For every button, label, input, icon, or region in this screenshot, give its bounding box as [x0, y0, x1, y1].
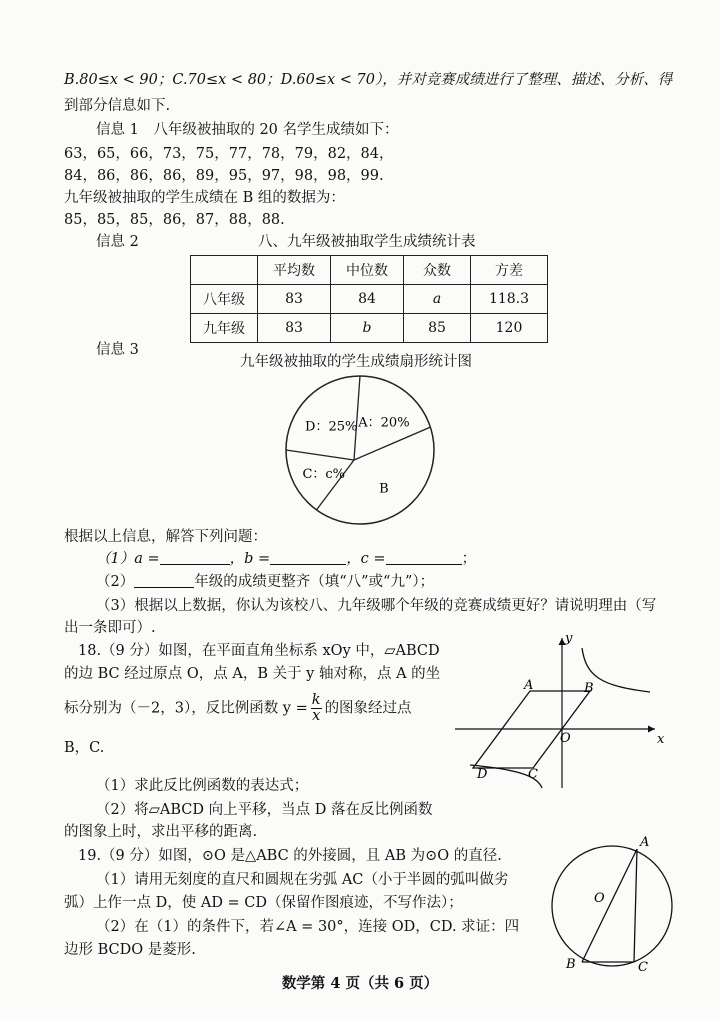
label-o: O	[594, 891, 605, 906]
grade9-b-intro: 九年级被抽取的学生成绩在 B 组的数据为：	[64, 190, 345, 206]
q1-a-label: （1）a =	[96, 551, 160, 567]
p18-q1: （1）求此反比例函数的表达式；	[96, 778, 309, 794]
info2-label: 信息 2	[96, 234, 139, 250]
p19-q2-line-2: 边形 BCDO 是菱形.	[64, 942, 196, 958]
table-header-cell	[191, 256, 258, 285]
circle-o	[552, 846, 672, 966]
table-header-row	[191, 256, 548, 285]
q3-line-2: 出一条即可）.	[64, 620, 156, 636]
label-d: D	[477, 767, 488, 782]
q1-c-blank[interactable]	[386, 549, 462, 565]
fraction-k-over-x	[311, 693, 322, 724]
q1-a-blank[interactable]	[160, 549, 230, 565]
table-cell: 83	[258, 314, 331, 343]
p19-q2-line-1: （2）在（1）的条件下，若∠A = 30°，连接 OD，CD. 求证：四	[96, 919, 520, 935]
table-cell: 118.3	[471, 285, 548, 314]
p18-line-3a: 标分别为（－2，3），反比例函数 y =	[64, 700, 308, 717]
segment-ac	[634, 849, 637, 962]
label-b: B	[566, 957, 576, 972]
table-header-cell: 中位数	[331, 256, 404, 285]
table-cell: 83	[258, 285, 331, 314]
info3-label: 信息 3	[96, 342, 139, 358]
pie-slice-label: C：c%	[302, 466, 346, 482]
q2-text: 年级的成绩更整齐（填“八”或“九”）；	[194, 574, 435, 590]
stats-table	[190, 255, 548, 343]
table-cell: 九年级	[191, 314, 258, 343]
table-cell: a	[404, 285, 471, 314]
figure-19-circle	[548, 834, 678, 974]
p18-line-4: B，C.	[64, 740, 105, 756]
table-header-cell: 方差	[471, 256, 548, 285]
x-axis-label: x	[657, 732, 665, 747]
q2-line	[96, 572, 434, 592]
table-cell: 85	[404, 314, 471, 343]
page-footer: 数学第 4 页（共 6 页）	[281, 975, 439, 992]
p18-q2-line-2: 的图象上时，求出平移的距离.	[64, 824, 258, 840]
label-a: A	[524, 678, 534, 693]
table-cell: 八年级	[191, 285, 258, 314]
table-header-cell: 众数	[404, 256, 471, 285]
label-a: A	[640, 835, 650, 850]
q2-blank[interactable]	[134, 572, 194, 588]
label-b: B	[584, 681, 594, 696]
table-cell: b	[331, 314, 404, 343]
p18-line-2: 的边 BC 经过原点 O，点 A，B 关于 y 轴对称，点 A 的坐	[64, 666, 441, 682]
label-c: C	[528, 767, 538, 782]
pie-slice-label: B	[379, 481, 389, 497]
intro-line-2: 到部分信息如下.	[64, 98, 171, 114]
pie-slice-label: A：20%	[358, 415, 410, 431]
pie-slice-label: D：25%	[305, 419, 358, 435]
pie-chart	[284, 374, 436, 526]
table-cell: 120	[471, 314, 548, 343]
q1-c-label: ，c =	[346, 551, 386, 567]
answer-intro: 根据以上信息，解答下列问题：	[64, 529, 267, 545]
table-header-cell: 平均数	[258, 256, 331, 285]
q1-line	[96, 549, 476, 569]
pie-chart-title: 九年级被抽取的学生成绩扇形统计图	[240, 354, 472, 370]
y-axis-label: y	[565, 631, 573, 646]
table-title: 八、九年级被抽取学生成绩统计表	[258, 234, 476, 250]
intro-line-1: B.80≤x < 90；C.70≤x < 80；D.60≤x < 70），并对竞赛成绩进行了整理、描述、分析、得	[64, 72, 673, 88]
table-cell: 84	[331, 285, 404, 314]
grade8-scores-row-1: 63，65，66，73，75，77，78，79，82，84，	[64, 146, 394, 162]
q2-prefix: （2）	[96, 574, 135, 590]
diameter-ab	[582, 849, 637, 962]
grade9-b-data: 85，85，85，86，87，88，88.	[64, 212, 285, 228]
table-row	[191, 314, 548, 343]
q1-end: ；	[461, 551, 477, 567]
p18-line-3b: 的图象经过点	[324, 700, 412, 717]
q1-b-blank[interactable]	[270, 549, 346, 565]
q1-b-label: ，b =	[229, 551, 271, 567]
pie-outline	[286, 376, 434, 524]
label-c: C	[638, 960, 648, 975]
p18-line-3	[64, 693, 412, 724]
info1-heading: 信息 1 八年级被抽取的 20 名学生成绩如下：	[96, 122, 399, 138]
p19-line-1: 19.（9 分）如图，⊙O 是△ABC 的外接圆，且 AB 为⊙O 的直径.	[78, 848, 502, 864]
p18-q2-line-1: （2）将▱ABCD 向上平移，当点 D 落在反比例函数	[96, 802, 433, 818]
grade8-scores-row-2: 84，86，86，86，89，95，97，98，98，99.	[64, 168, 384, 184]
q3-line-1: （3）根据以上数据，你认为该校八、九年级哪个年级的竞赛成绩更好？请说明理由（写	[96, 598, 657, 614]
p18-line-1: 18.（9 分）如图，在平面直角坐标系 xOy 中，▱ABCD	[78, 643, 440, 659]
fraction-numerator: k	[311, 692, 321, 708]
p19-q1-line-1: （1）请用无刻度的直尺和圆规在劣弧 AC（小于半圆的弧叫做劣	[96, 872, 509, 888]
table-row	[191, 285, 548, 314]
fraction-denominator: x	[312, 708, 321, 724]
label-origin: O	[560, 731, 571, 746]
p19-q1-line-2: 弧）上作一点 D，使 AD = CD（保留作图痕迹，不写作法）；	[64, 895, 463, 911]
figure-18-coordinate-plane	[450, 628, 675, 788]
